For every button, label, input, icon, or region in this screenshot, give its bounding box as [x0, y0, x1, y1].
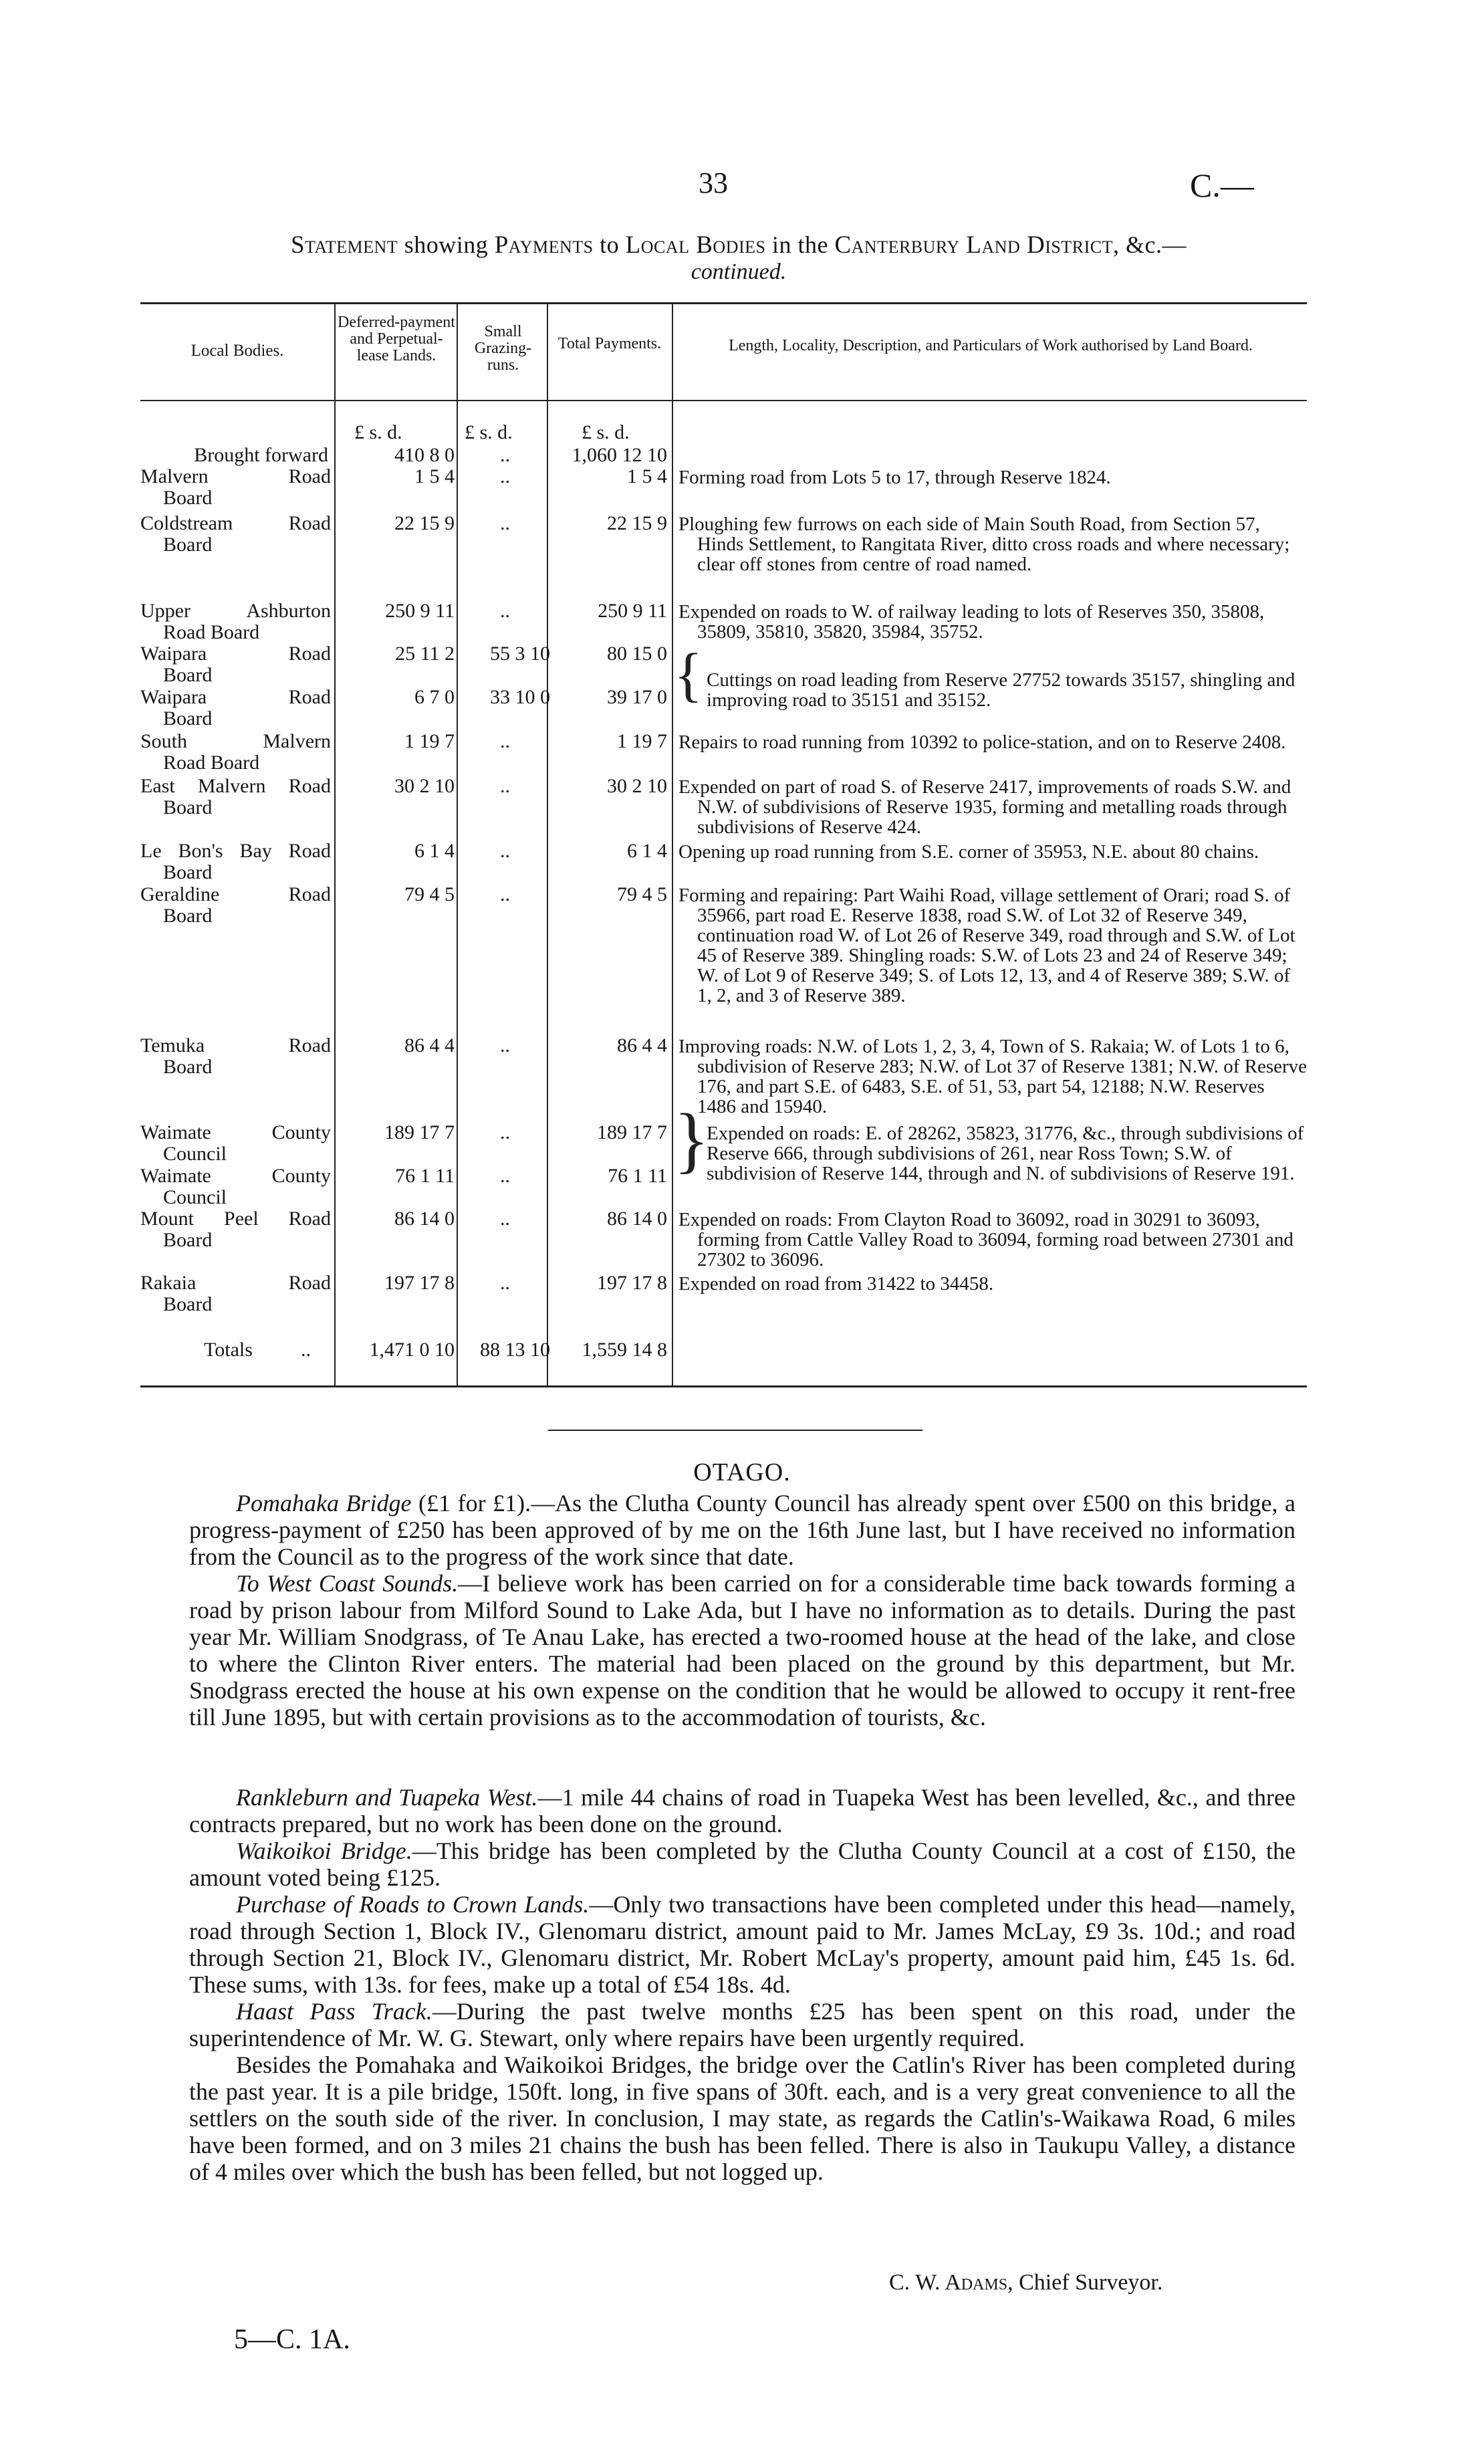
col-divider-1 [334, 304, 336, 1385]
small-amount: .. [500, 1272, 510, 1294]
table-row-label: Temuka Road Board [140, 1034, 331, 1078]
total-amount: 1 19 7 [617, 730, 667, 752]
deferred-amount: 197 17 8 [384, 1272, 455, 1294]
section-divider [548, 1430, 922, 1431]
deferred-amount: 86 4 4 [404, 1034, 455, 1056]
header-description: Length, Locality, Description, and Particulars of Work authorised by Land Board. [729, 337, 1253, 354]
small-amount: .. [500, 1165, 510, 1187]
totals-total: 1,559 14 8 [582, 1339, 667, 1361]
total-amount: 30 2 10 [607, 775, 667, 797]
otago-paragraph: Waikoikoi Bridge.—This bridge has been completed by the Clutha County Council at a cost of £150, the amount voted being £125. [189, 1837, 1295, 1891]
work-description: Forming road from Lots 5 to 17, through Reserve 1824. [678, 467, 1111, 488]
brace-icon: { [674, 642, 703, 708]
brought-forward-total: 1,060 12 10 [572, 444, 667, 466]
header-deferred-payment: Deferred-payment and Perpetual-lease Lands. [338, 314, 455, 364]
deferred-amount: 86 14 0 [394, 1208, 455, 1230]
table-row-label: Le Bon's Bay Road Board [140, 840, 331, 883]
col-divider-4 [672, 304, 673, 1385]
document-reference: C.— [1190, 166, 1254, 204]
small-amount: .. [500, 883, 510, 905]
otago-paragraph: Rankleburn and Tuapeka West.—1 mile 44 chains of road in Tuapeka West has been levelled, &c., and three contracts prepared, but no work has been done on the ground. [189, 1784, 1296, 1837]
total-amount: 86 14 0 [607, 1208, 667, 1230]
small-amount: 33 10 0 [490, 686, 550, 708]
work-description: Repairs to road running from 10392 to police-station, and on to Reserve 2408. [678, 732, 1286, 753]
small-amount: .. [500, 600, 510, 622]
deferred-amount: 250 9 11 [385, 600, 455, 622]
brought-forward-label: Brought forward [194, 444, 328, 466]
waipara-shared-description: Cuttings on road leading from Reserve 27752 towards 35157, shingling and improving road to 35151 and 35152. [707, 669, 1295, 711]
total-amount: 80 15 0 [607, 643, 667, 665]
table-row-label: South Malvern Road Board [140, 730, 331, 774]
units-deferred: £ s. d. [354, 421, 402, 443]
work-description: Expended on road from 31422 to 34458. [678, 1273, 994, 1295]
work-description: Forming and repairing: Part Waihi Road, village settlement of Orari; road S. of 35966, part road E. Reserve 1838, road S.W. of Lot 32 of Reserve 349, continuation road W. of Lot 26 of Reserve 349, road through and S.W. of Lot 45 of Reserve 389. Shingling roads: S.W. of Lots 23 and 24 of Reserve 349; W. of Lot 9 of Reserve 349; S. of Lots 12, 13, and 4 of Reserve 389; S.W. of 1, 2, and 3 of Reserve 389. [678, 885, 1295, 1006]
brought-forward-small: .. [500, 444, 510, 466]
table-row-label: Waimate County Council [140, 1121, 331, 1165]
otago-heading: OTAGO. [693, 1458, 791, 1486]
deferred-amount: 22 15 9 [394, 512, 455, 534]
total-amount: 76 1 11 [608, 1165, 667, 1187]
total-amount: 79 4 5 [617, 883, 667, 905]
total-amount: 197 17 8 [597, 1272, 667, 1294]
totals-deferred: 1,471 0 10 [369, 1339, 455, 1361]
deferred-amount: 189 17 7 [384, 1121, 455, 1143]
deferred-amount: 6 1 4 [414, 840, 455, 862]
work-description: Opening up road running from S.E. corner of 35953, N.E. about 80 chains. [678, 841, 1259, 863]
total-amount: 6 1 4 [627, 840, 667, 862]
small-amount: .. [500, 840, 510, 862]
footer-code: 5—C. 1A. [234, 2324, 350, 2355]
work-description: Ploughing few furrows on each side of Main South Road, from Section 57, Hinds Settlement, to Rangitata River, ditto cross roads and where necessary; clear off stones from centre of road named. [678, 514, 1290, 575]
total-amount: 189 17 7 [597, 1121, 667, 1143]
table-row-label: Geraldine Road Board [140, 883, 331, 927]
total-amount: 22 15 9 [607, 512, 667, 534]
deferred-amount: 1 19 7 [404, 730, 455, 752]
total-amount: 86 4 4 [617, 1034, 667, 1056]
table-row-label: Waipara Road Board [140, 643, 331, 686]
header-small-grazing: Small Grazing-runs. [474, 323, 532, 374]
table-row-label: East Malvern Road Board [140, 775, 331, 818]
statement-title: Statement showing Payments to Local Bodies in the Canterbury Land District, &c.— [291, 231, 1187, 259]
deferred-amount: 79 4 5 [404, 883, 455, 905]
small-amount: .. [500, 775, 510, 797]
col-divider-2 [457, 304, 458, 1385]
table-row-label: Waimate County Council [140, 1165, 331, 1208]
table-header-rule [140, 400, 1307, 401]
otago-paragraph: Pomahaka Bridge (£1 for £1).—As the Clutha County Council has already spent over £500 on this bridge, a progress-payment of £250 has been approved of by me on the 16th June last, but I have received no information from the Council as to the progress of the work since that date. [189, 1490, 1295, 1570]
total-amount: 1 5 4 [627, 465, 667, 487]
small-amount: .. [500, 1121, 510, 1143]
brought-forward-deferred: 410 8 0 [394, 444, 455, 466]
otago-paragraph: To West Coast Sounds.—I believe work has been carried on for a considerable time back towards forming a road by prison labour from Milford Sound to Lake Ada, but I have no information as to details. During the past year Mr. William Snodgrass, of Te Anau Lake, has erected a two-roomed house at the head of the lake, and close to where the Clinton River enters. The material had been placed on the ground by this department, but Mr. Snodgrass erected the house at his own expense on the condition that he would be allowed to occupy it rent-free till June 1895, but with certain provisions as to the accommodation of tourists, &c. [189, 1570, 1295, 1730]
signature: C. W. Adams, Chief Surveyor. [889, 2270, 1163, 2295]
small-amount: 55 3 10 [490, 643, 550, 665]
table-bottom-rule [140, 1385, 1307, 1387]
work-description: Expended on part of road S. of Reserve 2417, improvements of roads S.W. and N.W. of subdivisions of Reserve 1935, forming and metalling roads through subdivisions of Reserve 424. [678, 776, 1291, 838]
table-row-label: Rakaia Road Board [140, 1272, 331, 1315]
small-amount: .. [500, 1034, 510, 1056]
statement-subtitle: continued. [691, 259, 787, 284]
deferred-amount: 6 7 0 [414, 686, 455, 708]
small-amount: .. [500, 1208, 510, 1230]
deferred-amount: 30 2 10 [394, 775, 455, 797]
page-number: 33 [699, 166, 728, 199]
otago-paragraph: Haast Pass Track.—During the past twelve months £25 has been spent on this road, under the superintendence of Mr. W. G. Stewart, only where repairs have been urgently required. [189, 1998, 1295, 2051]
totals-small: 88 13 10 [480, 1339, 550, 1361]
deferred-amount: 76 1 11 [395, 1165, 455, 1187]
table-row-label: Malvern Road Board [140, 465, 331, 509]
table-row-label: Waipara Road Board [140, 686, 331, 730]
brace-icon: } [674, 1099, 709, 1180]
header-total-payments: Total Payments. [558, 335, 662, 352]
table-top-rule [140, 302, 1307, 304]
small-amount: .. [500, 465, 510, 487]
deferred-amount: 1 5 4 [414, 465, 455, 487]
otago-paragraph: Purchase of Roads to Crown Lands.—Only two transactions have been completed under this head—namely, road through Section 1, Block IV., Glenomaru district, amount paid to Mr. James McLay, £9 3s. 10d.; and road through Section 21, Block IV., Glenomaru district, Mr. Robert McLay's property, amount paid him, £45 1s. 6d. These sums, with 13s. for fees, make up a total of £54 18s. 4d. [189, 1891, 1295, 1998]
otago-paragraph: Besides the Pomahaka and Waikoikoi Bridges, the bridge over the Catlin's River has been completed during the past year. It is a pile bridge, 150ft. long, in five spans of 30ft. each, and is a very great convenience to all the settlers on the south side of the river. In conclusion, I may state, as regards the Catlin's-Waikawa Road, 6 miles have been formed, and on 3 miles 21 chains the bush has been felled. There is also in Taukupu Valley, a distance of 4 miles over which the bush has been felled, but not logged up. [189, 2051, 1295, 2185]
work-description: Expended on roads to W. of railway leading to lots of Reserves 350, 35808, 35809, 35810, 35820, 35984, 35752. [678, 601, 1265, 643]
table-row-label: Upper Ashburton Road Board [140, 600, 331, 643]
small-amount: .. [500, 730, 510, 752]
work-description: Improving roads: N.W. of Lots 1, 2, 3, 4, Town of S. Rakaia; W. of Lots 1 to 6, subdivision of Reserve 283; N.W. of Lot 37 of Reserve 1381; N.W. of Reserve 176, and part S.E. of 6483, S.E. of 51, 53, part 54, 12188; N.W. Reserves 1486 and 15940. [678, 1036, 1308, 1117]
small-amount: .. [500, 512, 510, 534]
table-row-label: Coldstream Road Board [140, 512, 331, 556]
total-amount: 39 17 0 [607, 686, 667, 708]
table-row-label: Mount Peel Road Board [140, 1208, 331, 1251]
work-description: Expended on roads: From Clayton Road to 36092, road in 30291 to 36093, forming from Cattle Valley Road to 36094, forming road between 27301 and 27302 to 36096. [678, 1209, 1293, 1270]
units-small: £ s. d. [465, 421, 513, 443]
total-amount: 250 9 11 [598, 600, 667, 622]
waimate-shared-description: Expended on roads: E. of 28262, 35823, 31776, &c., through subdivisions of Reserve 666, through subdivisions of 261, near Ross Town; S.W. of subdivision of Reserve 144, through and N. of subdivisions of Reserve 191. [707, 1123, 1304, 1184]
header-local-bodies: Local Bodies. [191, 342, 284, 360]
document-page: 33 C.— Statement showing Payments to Local Bodies in the Canterbury Land District, &c.— continued. Local Bodies. Deferred-payment and Perpetual-lease Lands. Small Grazing-runs. Total Payments. Length, Locality, Description, and Particulars of Work authorised by Land Board. £ s. d. £ s. d. £ s. d. Brought forward 410 8 0 .. 1,060 12 10 Malvern Road Board 1 5 4 .. 1 5 4 Forming road from Lots 5 to 17, through Reserve 1824. Coldstream Road Board 22 15 9 .. 22 15 9 Ploughing few furrows on each side of Main South Road, from Section 57, Hinds Settlement, to Rangitata River, ditto cross roads and where necessary; clear off stones from centre of road named. Upper Ashburton Road Board 250 9 11 .. 250 9 11 Expended on roads to W. of railway leading to lots of Reserves 350, 35808, 35809, 35810, 35820, 35984, 35752. Waipara Road Board 25 11 2 55 3 10 80 15 0 Waipara Road Board 6 7 0 33 10 0 39 17 0 { Cuttings on road leading from Reserve 27752 towards 35157, shingling and improving road to 35151 and 35152. South Malvern Road Board 1 19 7 .. 1 19 7 Repairs to road running from 10392 to police-station, and on to Reserve 2408. East Malvern Road Board 30 2 10 .. 30 2 10 Expended on part of road S. of Reserve 2417, improvements of roads S.W. and N.W. of subdivisions of Reserve 1935, forming and metalling roads through subdivisions of Reserve 424. Le Bon's Bay Road Board 6 1 4 .. 6 1 4 Opening up road running from S.E. corner of 35953, N.E. about 80 chains. Geraldine Road Board 79 4 5 .. 79 4 5 Forming and repairing: Part Waihi Road, village settlement of Orari; road S. of 35966, part road E. Reserve 1838, road S.W. of Lot 32 of Reserve 349, continuation road W. of Lot 26 of Reserve 349, road through and S.W. of Lot 45 of Reserve 389. Shingling roads: S.W. of Lots 23 and 24 of Reserve 349; W. of Lot 9 of Reserve 349; S. of Lots 12, 13, and 4 of Reserve 389; S.W. of 1, 2, and 3 of Reserve 389. Temuka Road Board 86 4 4 .. 86 4 4 Improving roads: N.W. of Lots 1, 2, 3, 4, Town of S. Rakaia; W. of Lots 1 to 6, subdivision of Reserve 283; N.W. of Lot 37 of Reserve 1381; N.W. of Reserve 176, and part S.E. of 6483, S.E. of 51, 53, part 54, 12188; N.W. Reserves 1486 and 15940. Waimate County Council 189 17 7 .. 189 17 7 Waimate County Council 76 1 11 .. 76 1 11 } Expended on roads: E. of 28262, 35823, 31776, &c., through subdivisions of Reserve 666, through subdivisions of 261, near Ross Town; S.W. of subdivision of Reserve 144, through and N. of subdivisions of Reserve 191. Mount Peel Road Board 86 14 0 .. 86 14 0 Expended on roads: From Clayton Road to 36092, road in 30291 to 36093, forming from Cattle Valley Road to 36094, forming road between 27301 and 27302 to 36096. Rakaia Road Board 197 17 8 .. 197 17 8 Expended on road from 31422 to 34458. Totals .. 1,471 0 10 88 13 10 1,559 14 8 OTAGO. Pomahaka Bridge (£1 for £1).—As the Clutha County Council has already spent over £500 on this bridge, a progress-payment of £250 has been approved of by me on the 16th June last, but I have received no information from the Council as to the progress of the work since that date. To West Coast Sounds.—I believe work has been carried on for a considerable time back towards forming a road by prison labour from Milford Sound to Lake Ada, but I have no information as to details. During the past year Mr. William Snodgrass, of Te Anau Lake, has erected a two-roomed house at the head of the lake, and close to where the Clinton River enters. The material had been placed on the ground by this department, but Mr. Snodgrass erected the house at his own expense on the condition that he would be allowed to occupy it rent-free till June 1895, but with certain provisions as to the accommodation of tourists, &c. Rankleburn and Tuapeka West.—1 mile 44 chains of road in Tuapeka West has been levelled, &c., and three contracts prepared, but no work has been done on the ground. Waikoikoi Bridge.—This bridge has been completed by the Clutha County Council at a cost of £150, the amount voted being £125. Purchase of Roads to Crown Lands.—Only two transactions have been completed under this head—namely, road through Section 1, Block IV., Glenomaru district, amount paid to Mr. James McLay, £9 3s. 10d.; and road through Section 21, Block IV., Glenomaru district, Mr. Robert McLay's property, amount paid him, £45 1s. 6d. These sums, with 13s. for fees, make up a total of £54 18s. 4d. Haast Pass Track.—During the past twelve months £25 has been spent on this road, under the superintendence of Mr. W. G. Stewart, only where repairs have been urgently required. Besides the Pomahaka and Waikoikoi Bridges, the bridge over the Catlin's River has been completed during the past year. It is a pile bridge, 150ft. long, in five spans of 30ft. each, and is a very great convenience to all the settlers on the south side of the river. In conclusion, I may state, as regards the Catlin's-Waikawa Road, 6 miles have been formed, and on 3 miles 21 chains the bush has been felled. There is also in Taukupu Valley, a distance of 4 miles over which the bush has been felled, but not logged up. C. W. Adams, Chief Surveyor. 5—C. 1A. [0, 0, 1484, 2464]
units-total: £ s. d. [582, 421, 630, 443]
deferred-amount: 25 11 2 [395, 643, 455, 665]
